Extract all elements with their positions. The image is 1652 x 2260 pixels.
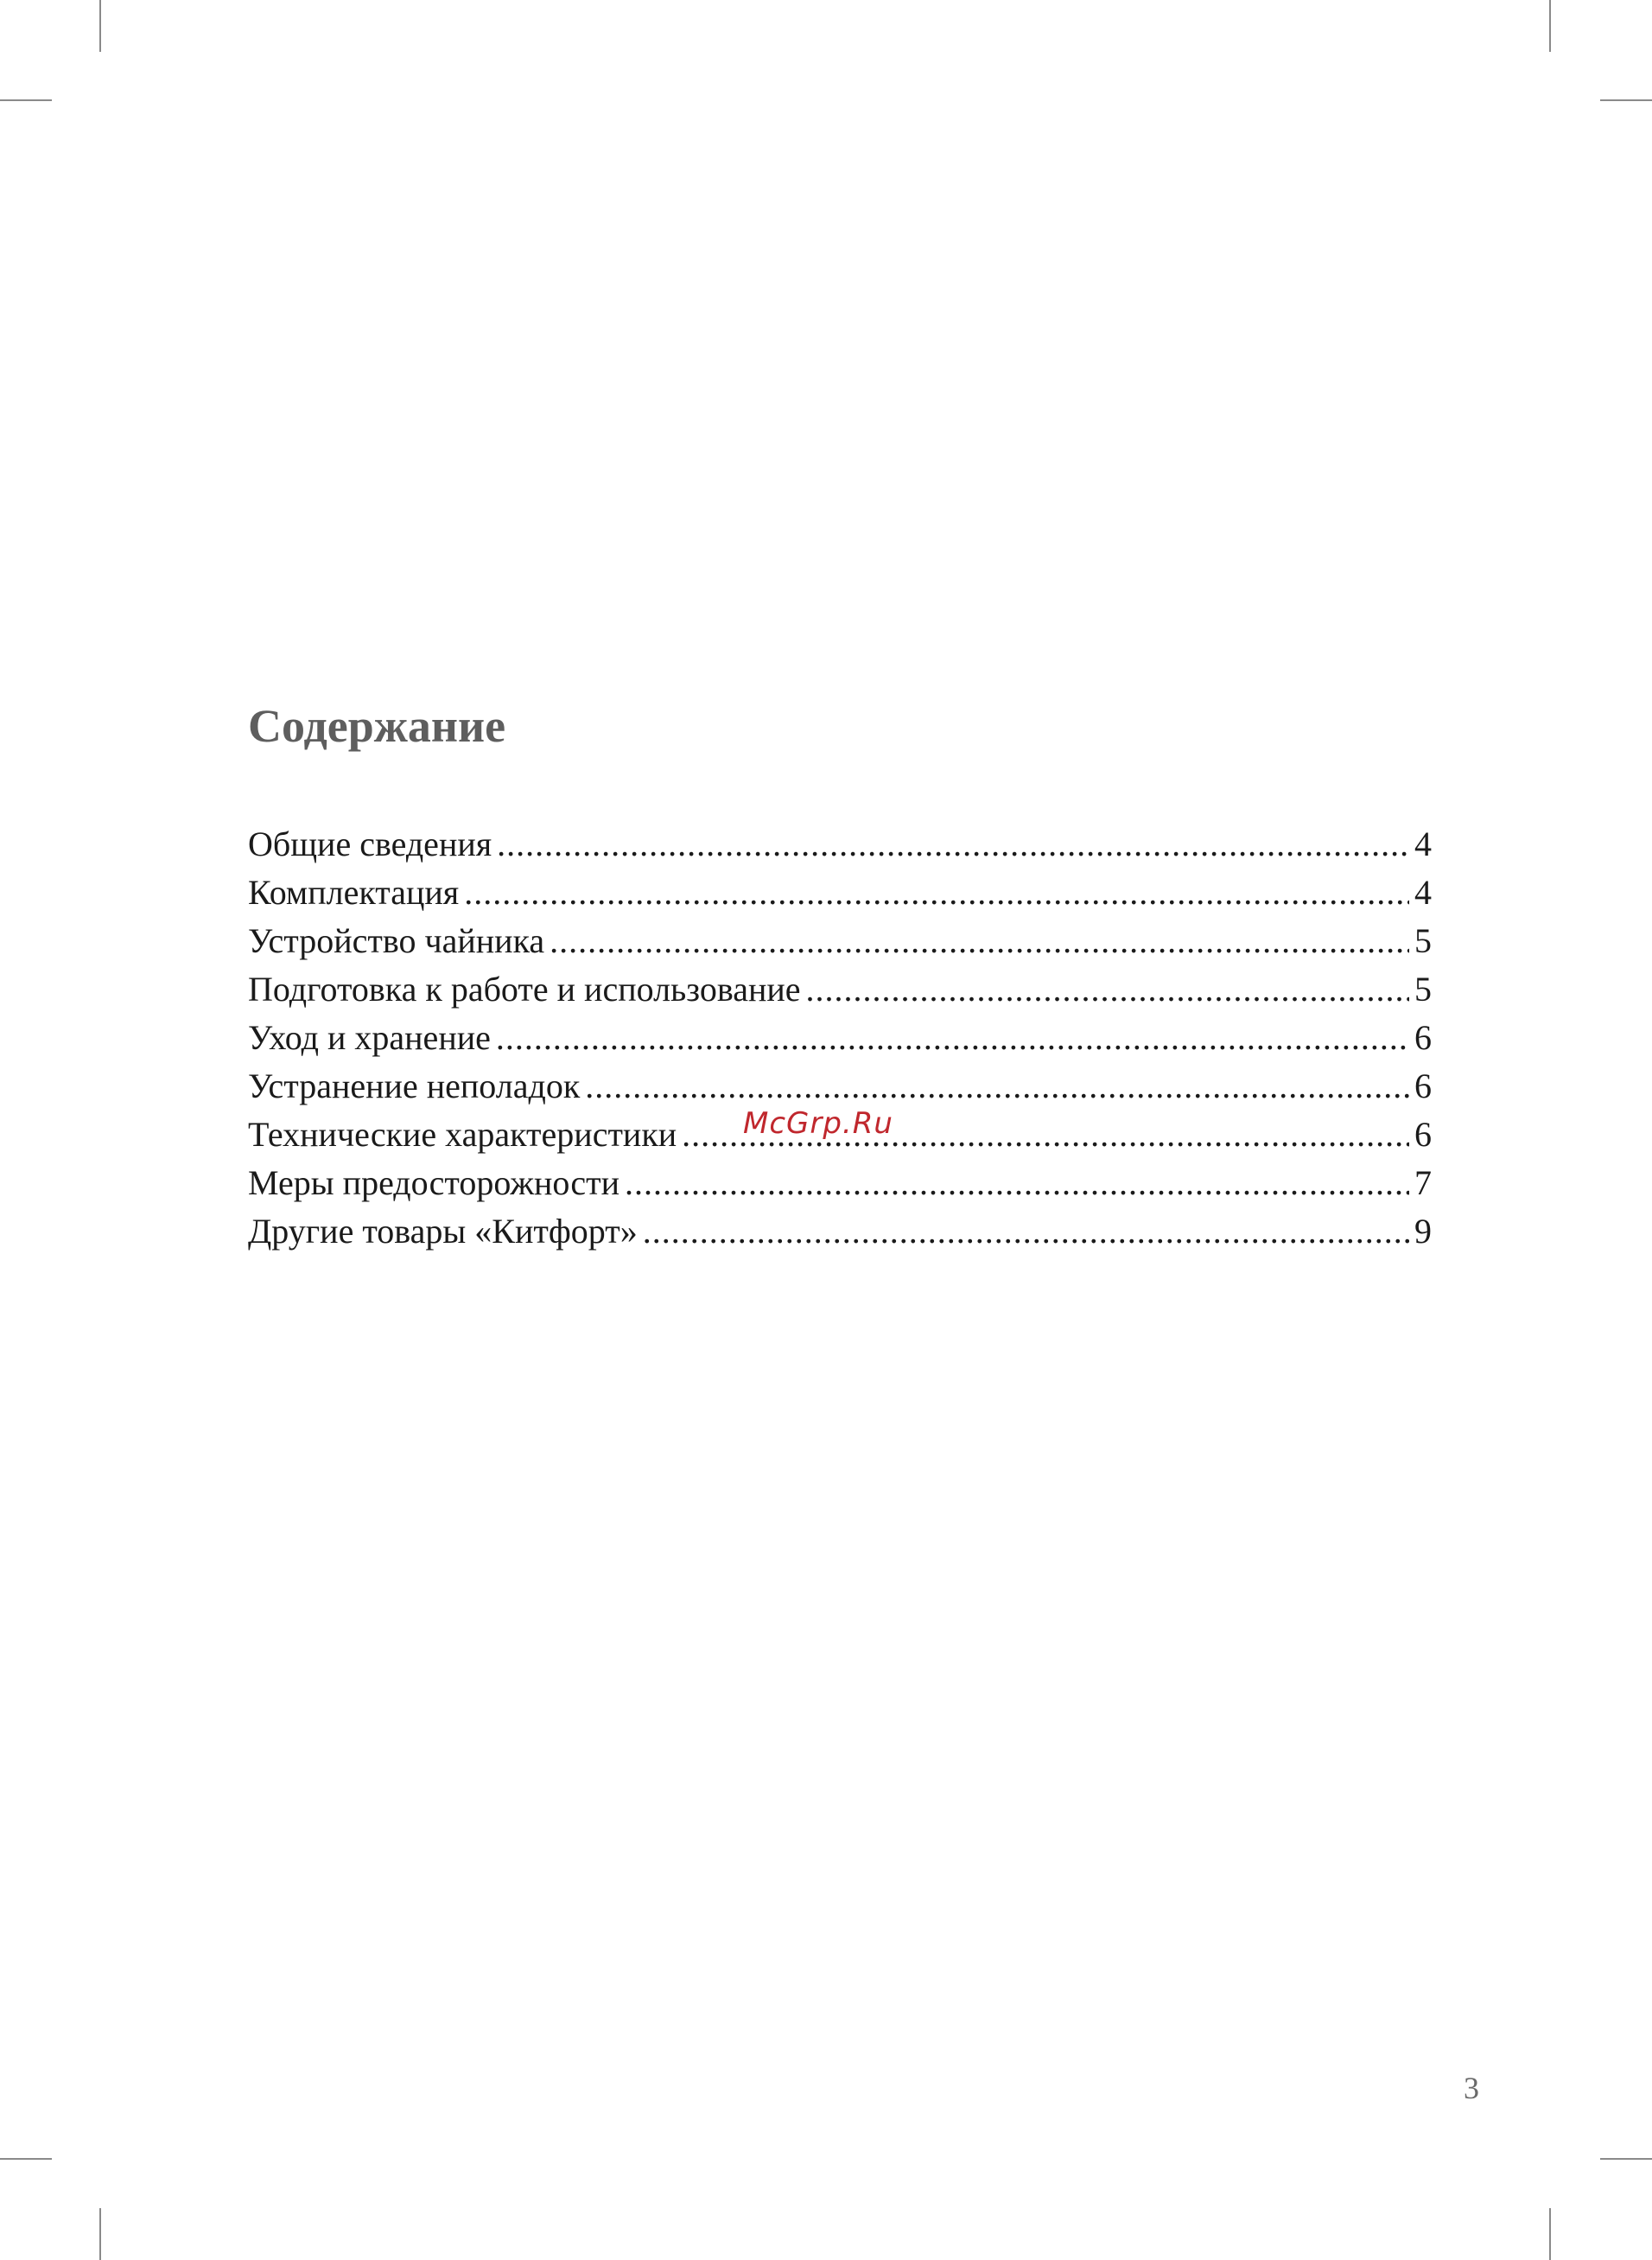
toc-entry-label: Устройство чайника	[248, 921, 545, 960]
dot-leader	[497, 820, 1409, 869]
toc-entry[interactable]	[248, 1207, 1432, 1256]
toc-entry-label: Меры предосторожности	[248, 1163, 620, 1202]
dot-leader	[464, 869, 1409, 917]
toc-entry[interactable]	[248, 869, 1432, 917]
crop-mark-bottom-left-horizontal	[0, 2158, 52, 2160]
dot-leader	[806, 965, 1409, 1014]
crop-mark-top-right-vertical	[1549, 0, 1551, 52]
toc-entry-page: 6	[1414, 1115, 1432, 1154]
toc-entry[interactable]	[248, 1062, 1432, 1111]
crop-mark-bottom-right-horizontal	[1600, 2158, 1652, 2160]
toc-entry-page: 5	[1414, 970, 1432, 1009]
toc-entry-page: 6	[1414, 1066, 1432, 1105]
toc-entry[interactable]	[248, 1159, 1432, 1207]
dot-leader	[643, 1207, 1409, 1256]
toc-entry-label: Общие сведения	[248, 824, 492, 863]
dot-leader	[550, 917, 1409, 965]
page-number: 3	[1464, 2071, 1479, 2105]
crop-mark-top-right-horizontal	[1600, 99, 1652, 101]
toc-entry[interactable]	[248, 917, 1432, 965]
crop-mark-bottom-left-vertical	[99, 2208, 101, 2260]
toc-entry-page: 4	[1414, 824, 1432, 863]
toc-entry-page: 9	[1414, 1212, 1432, 1251]
toc-entry-label: Технические характеристики	[248, 1115, 677, 1154]
toc-entry-label: Другие товары «Китфорт»	[248, 1212, 638, 1251]
toc-entry-page: 6	[1414, 1018, 1432, 1057]
toc-entry-label: Устранение неполадок	[248, 1066, 581, 1105]
table-of-contents	[248, 691, 1432, 1256]
toc-title: Содержание	[248, 700, 506, 752]
dot-leader	[496, 1014, 1409, 1062]
dot-leader	[625, 1159, 1409, 1207]
crop-mark-top-left-vertical	[99, 0, 101, 52]
toc-entry-page: 5	[1414, 921, 1432, 960]
toc-entry[interactable]	[248, 1014, 1432, 1062]
crop-mark-bottom-right-vertical	[1549, 2208, 1551, 2260]
toc-list	[248, 820, 1432, 1256]
toc-entry-page: 4	[1414, 873, 1432, 912]
watermark: McGrp.Ru	[743, 1106, 893, 1141]
toc-entry-label: Уход и хранение	[248, 1018, 491, 1057]
crop-mark-top-left-horizontal	[0, 99, 52, 101]
toc-entry[interactable]	[248, 965, 1432, 1014]
dot-leader	[585, 1062, 1409, 1111]
toc-entry-page: 7	[1414, 1163, 1432, 1202]
toc-entry-label: Подготовка к работе и использование	[248, 970, 801, 1009]
toc-entry-label: Комплектация	[248, 873, 460, 912]
toc-entry[interactable]	[248, 820, 1432, 869]
